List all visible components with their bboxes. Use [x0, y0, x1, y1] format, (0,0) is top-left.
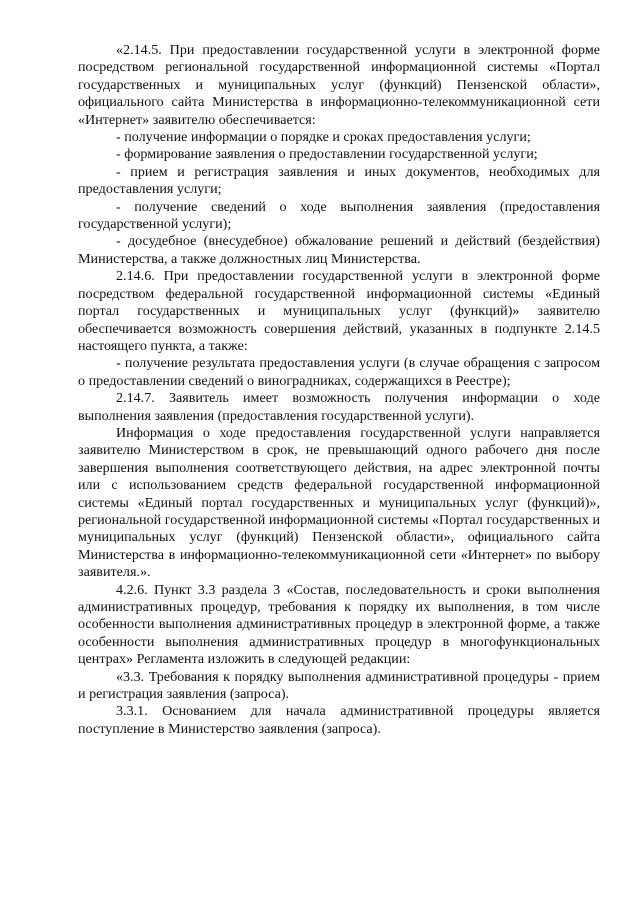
- paragraph-2-14-6: 2.14.6. При предоставлении государственной услуги в электронной форме посредством федеральной государственной информационной системы «Единый портал государственных и муниципальных услуг (функций)» заявителю обеспечивается возможность совершения действий, указанных в подпункте 2.14.5 настоящего пункта, а также:: [78, 268, 600, 354]
- list-item-appeal: - досудебное (внесудебное) обжалование решений и действий (бездействия) Министерства, а также должностных лиц Министерства.: [78, 233, 600, 267]
- list-item-info-order: - получение информации о порядке и сроках предоставления услуги;: [116, 129, 531, 146]
- list-item-status-info: - получение сведений о ходе выполнения заявления (предоставления государственной услуги);: [78, 198, 600, 233]
- paragraph-3-3: «3.3. Требования к порядку выполнения административной процедуры - прием и регистрация заявления (запроса).: [78, 668, 600, 703]
- list-item-result: - получение результата предоставления услуги (в случае обращения с запросом о предоставлении сведений о виноградниках, содержащихся в Реестре);: [78, 355, 600, 389]
- paragraph-3-3-1: 3.3.1. Основанием для начала административной процедуры является поступление в Министерство заявления (запроса).: [78, 703, 600, 737]
- paragraph-2-14-7: 2.14.7. Заявитель имеет возможность получения информации о ходе выполнения заявления (предоставления государственной услуги).: [78, 390, 600, 424]
- paragraph-status-information: Информация о ходе предоставления государственной услуги направляется заявителю Министерством в срок, не превышающий одного рабочего дня после завершения выполнения соответствующего действия, на адрес электронной почты или с использованием средств федеральной государственной информационной системы «Единый портал государственных и муниципальных услуг (функций)», региональной государственной информационной системы «Портал государственных и муниципальных услуг (функций) Пензенской области», официального сайта Министерства в информационно-телекоммуникационной сети «Интернет» по выбору заявителя.».: [78, 424, 600, 581]
- paragraph-4-2-6: 4.2.6. Пункт 3.3 раздела 3 «Состав, последовательность и сроки выполнения административных процедур, требования к порядку их выполнения, в том числе особенности выполнения административных процедур в электронной форме, а также особенности выполнения административных процедур в многофункциональных центрах» Регламента изложить в следующей редакции:: [78, 581, 600, 668]
- paragraph-2-14-5: «2.14.5. При предоставлении государственной услуги в электронной форме посредством региональной государственной информационной системы «Портал государственных и муниципальных услуг (функций) Пензенской области», официального сайта Министерства в информационно-телекоммуникационной сети «Интернет» заявителю обеспечивается:: [78, 42, 600, 128]
- document-body: [78, 42, 600, 738]
- list-item-form-application: - формирование заявления о предоставлении государственной услуги;: [116, 146, 538, 163]
- list-item-reception-registration: - прием и регистрация заявления и иных документов, необходимых для предоставления услуги;: [78, 163, 600, 198]
